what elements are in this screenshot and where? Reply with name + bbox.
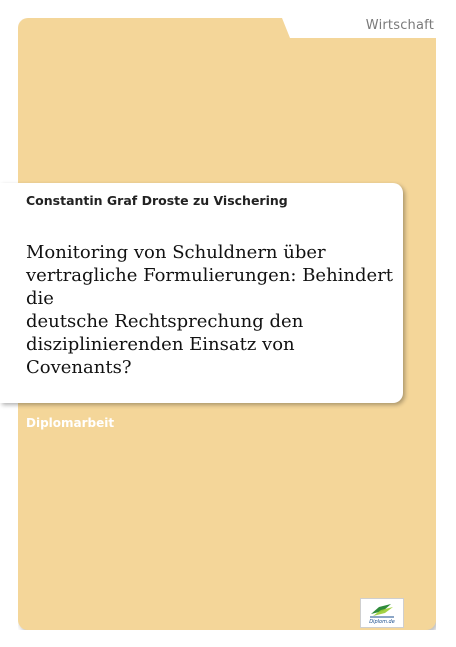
- diplom-de-logo-icon: [369, 602, 395, 618]
- publisher-logo: [360, 598, 404, 628]
- title-line: vertragliche Formulierungen: Behindert die: [26, 265, 394, 309]
- book-title: [26, 241, 398, 379]
- title-line: disziplinierenden Einsatz von Covenants?: [26, 334, 295, 378]
- title-line: Monitoring von Schuldnern über: [26, 242, 326, 263]
- document-type-label: Diplomarbeit: [26, 416, 115, 430]
- title-line: deutsche Rechtsprechung den: [26, 311, 304, 332]
- author-name: Constantin Graf Droste zu Vischering: [26, 193, 288, 208]
- publisher-logo-text: Diplom.de: [369, 619, 395, 625]
- category-label: Wirtschaft: [365, 18, 434, 33]
